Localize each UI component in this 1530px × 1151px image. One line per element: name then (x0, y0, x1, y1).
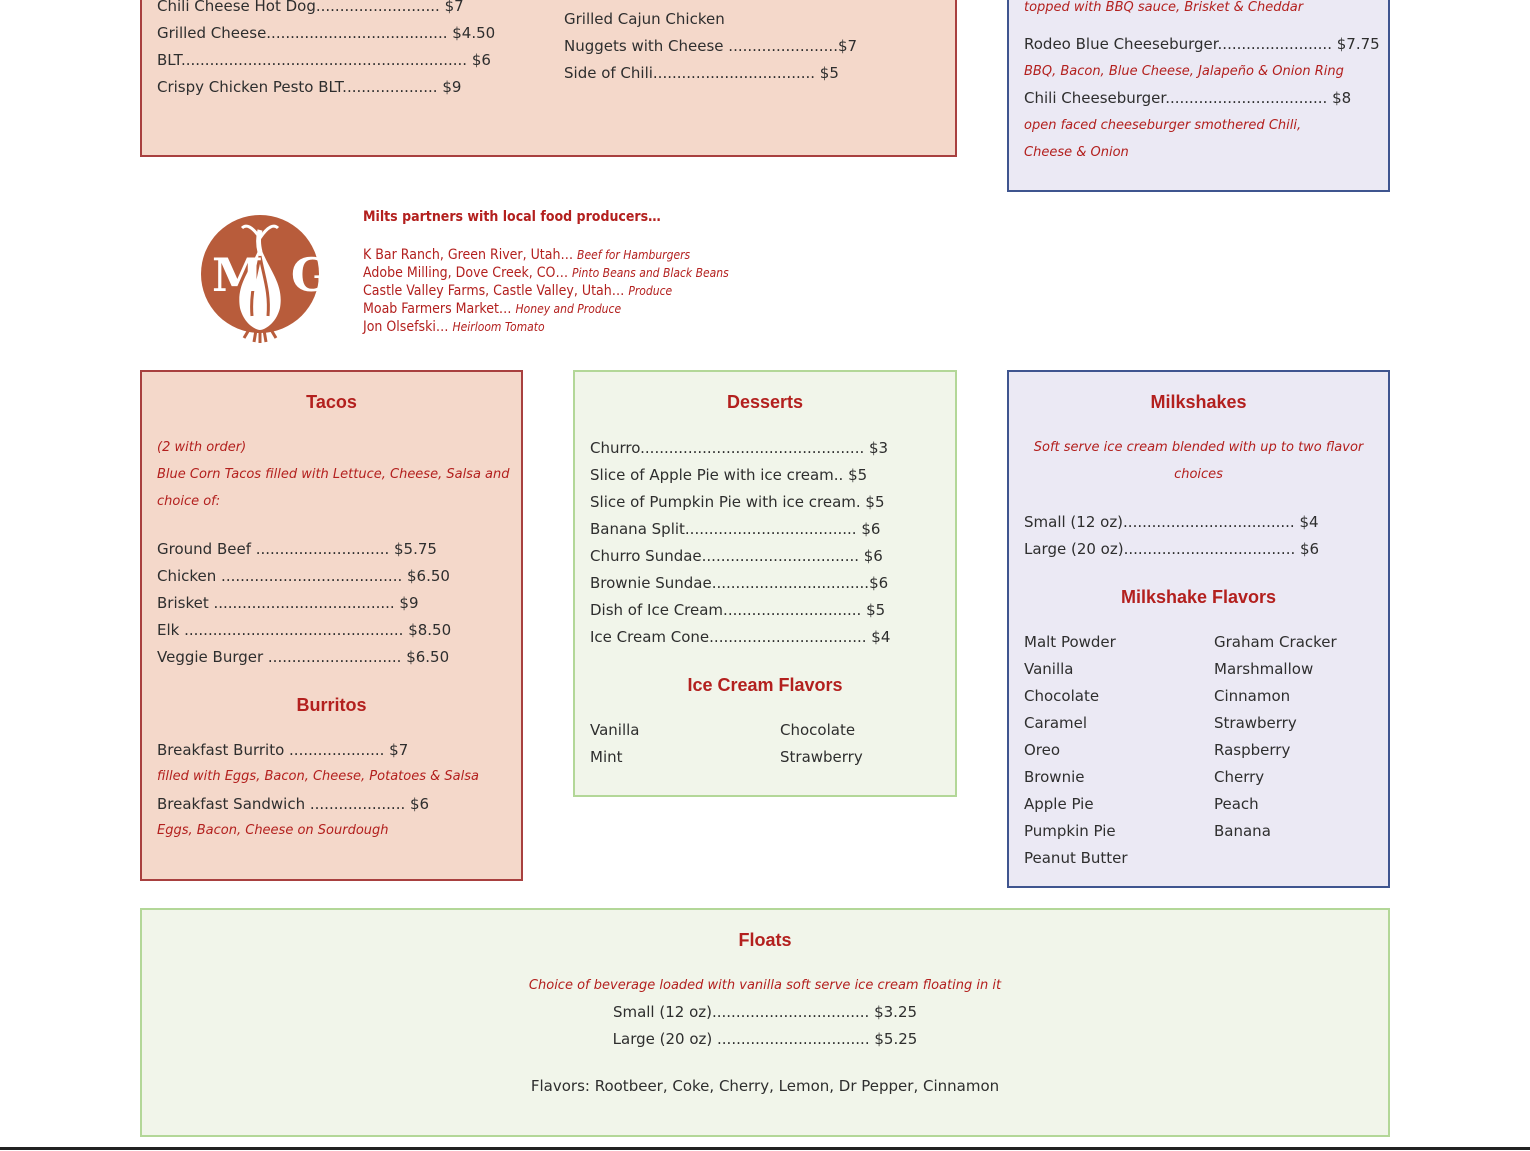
flavor-item: Chocolate (780, 721, 856, 739)
partner-product: Honey and Produce (515, 302, 622, 316)
flavor-item: Vanilla (1024, 660, 1074, 678)
item-description: Choice of beverage loaded with vanilla soft serve ice cream floating in it (528, 978, 1002, 993)
menu-item: Dish of Ice Cream............................. $5 (590, 601, 886, 619)
menu-item: Side of Chili.................................. $5 (564, 64, 839, 82)
item-description: BBQ, Bacon, Blue Cheese, Jalapeño & Onion Ring (1024, 64, 1344, 79)
menu-item: Small (12 oz).................................... $4 (1024, 513, 1319, 531)
flavor-item: Mint (590, 748, 623, 766)
item-description: Soft serve ice cream blended with up to two flavor (1033, 440, 1364, 455)
flavor-item: Strawberry (1214, 714, 1297, 732)
menu-item: Rodeo Blue Cheeseburger........................ $7.75 (1024, 35, 1380, 53)
desserts-section (573, 370, 957, 797)
flavor-item: Cinnamon (1214, 687, 1291, 705)
flavor-item: Malt Powder (1024, 633, 1116, 651)
flavor-item: Graham Cracker (1214, 633, 1337, 651)
menu-item: Veggie Burger ............................ $6.50 (157, 648, 450, 666)
menu-item: Large (20 oz).................................... $6 (1024, 540, 1320, 558)
sandwiches-section (140, 0, 957, 157)
menu-item: Chicken ...................................... $6.50 (157, 567, 450, 585)
flavors-list: Flavors: Rootbeer, Coke, Cherry, Lemon, Dr Pepper, Cinnamon (530, 1077, 1000, 1095)
section-title: Floats (738, 930, 792, 950)
section-title: Milkshake Flavors (1120, 587, 1277, 607)
menu-item: Crispy Chicken Pesto BLT.................... $9 (157, 78, 462, 96)
section-title: Tacos (306, 392, 357, 412)
menu-item: Banana Split.................................... $6 (590, 520, 881, 538)
menu-item: Small (12 oz)................................. $3.25 (612, 1003, 918, 1021)
flavor-item: Chocolate (1024, 687, 1100, 705)
section-title: Milkshakes (1150, 392, 1247, 412)
mg-logo (200, 212, 359, 344)
partner-item (363, 282, 672, 300)
flavor-item: Brownie (1024, 768, 1085, 786)
flavor-item: Apple Pie (1024, 795, 1094, 813)
logo-letters: MG (212, 248, 359, 302)
menu-item: BLT............................................................ $6 (157, 51, 491, 69)
partner-name: Adobe Milling, Dove Creek, CO… (363, 265, 569, 281)
flavor-item: Marshmallow (1214, 660, 1314, 678)
partners-section (363, 206, 1003, 346)
menu-item: Grilled Cajun Chicken (564, 10, 725, 28)
item-description: Cheese & Onion (1024, 145, 1129, 160)
partner-product: Heirloom Tomato (452, 320, 545, 334)
menu-item: Elk .............................................. $8.50 (157, 621, 452, 639)
menu-item: Breakfast Burrito .................... $7 (157, 741, 409, 759)
partner-item (363, 300, 621, 318)
item-description: Eggs, Bacon, Cheese on Sourdough (157, 823, 389, 838)
partner-item (363, 264, 729, 282)
tacos-section (140, 370, 523, 881)
section-title: Ice Cream Flavors (687, 675, 843, 695)
partner-product: Beef for Hamburgers (577, 248, 691, 262)
milkshakes-section (1007, 370, 1390, 888)
flavor-item: Peach (1214, 795, 1259, 813)
partner-name: Jon Olsefski… (363, 319, 449, 335)
menu-item: Churro............................................... $3 (590, 439, 889, 457)
menu-item: Ground Beef ............................ $5.75 (157, 540, 437, 558)
flavor-item: Peanut Butter (1024, 849, 1128, 867)
burgers-section (1007, 0, 1390, 192)
flavor-item: Vanilla (590, 721, 640, 739)
flavor-item: Banana (1214, 822, 1271, 840)
menu-item: Chili Cheese Hot Dog.......................... $7 (157, 0, 464, 15)
flavor-item: Cherry (1214, 768, 1265, 786)
menu-item: Brisket ...................................... $9 (157, 594, 419, 612)
flavor-item: Oreo (1024, 741, 1061, 759)
menu-item: Nuggets with Cheese .......................$7 (564, 37, 858, 55)
partner-product: Produce (628, 284, 673, 298)
flavor-item: Pumpkin Pie (1024, 822, 1116, 840)
flavor-item: Caramel (1024, 714, 1088, 732)
partner-name: Castle Valley Farms, Castle Valley, Utah… (363, 283, 625, 299)
section-title: Desserts (726, 392, 804, 412)
flavor-item: Raspberry (1214, 741, 1291, 759)
item-description: choice of: (157, 494, 221, 509)
menu-item: Chili Cheeseburger.................................. $8 (1024, 89, 1352, 107)
menu-item: Grilled Cheese...................................... $4.50 (157, 24, 496, 42)
flavor-item: Strawberry (780, 748, 863, 766)
item-description: filled with Eggs, Bacon, Cheese, Potatoes & Salsa (157, 769, 479, 784)
partners-heading: Milts partners with local food producers… (363, 209, 661, 225)
item-description: open faced cheeseburger smothered Chili, (1024, 118, 1302, 133)
partner-name: K Bar Ranch, Green River, Utah… (363, 247, 574, 263)
menu-item: Brownie Sundae.................................$6 (590, 574, 889, 592)
page-bottom-divider (0, 1147, 1530, 1150)
floats-section (140, 908, 1390, 1137)
partner-item (363, 318, 545, 336)
menu-item: Slice of Pumpkin Pie with ice cream. $5 (590, 493, 885, 511)
partner-item (363, 246, 690, 264)
menu-item: Churro Sundae................................. $6 (590, 547, 883, 565)
menu-item: Slice of Apple Pie with ice cream.. $5 (590, 466, 868, 484)
partner-name: Moab Farmers Market… (363, 301, 512, 317)
menu-item: Breakfast Sandwich .................... $6 (157, 795, 430, 813)
menu-item: Ice Cream Cone................................. $4 (590, 628, 891, 646)
item-description: topped with BBQ sauce, Brisket & Cheddar (1024, 0, 1304, 15)
section-title: Burritos (296, 695, 367, 715)
item-description: Blue Corn Tacos filled with Lettuce, Cheese, Salsa and (157, 467, 510, 482)
item-description: choices (1174, 467, 1223, 482)
menu-item: Large (20 oz) ................................ $5.25 (612, 1030, 918, 1048)
partner-product: Pinto Beans and Black Beans (572, 266, 729, 280)
item-description: (2 with order) (157, 440, 247, 455)
